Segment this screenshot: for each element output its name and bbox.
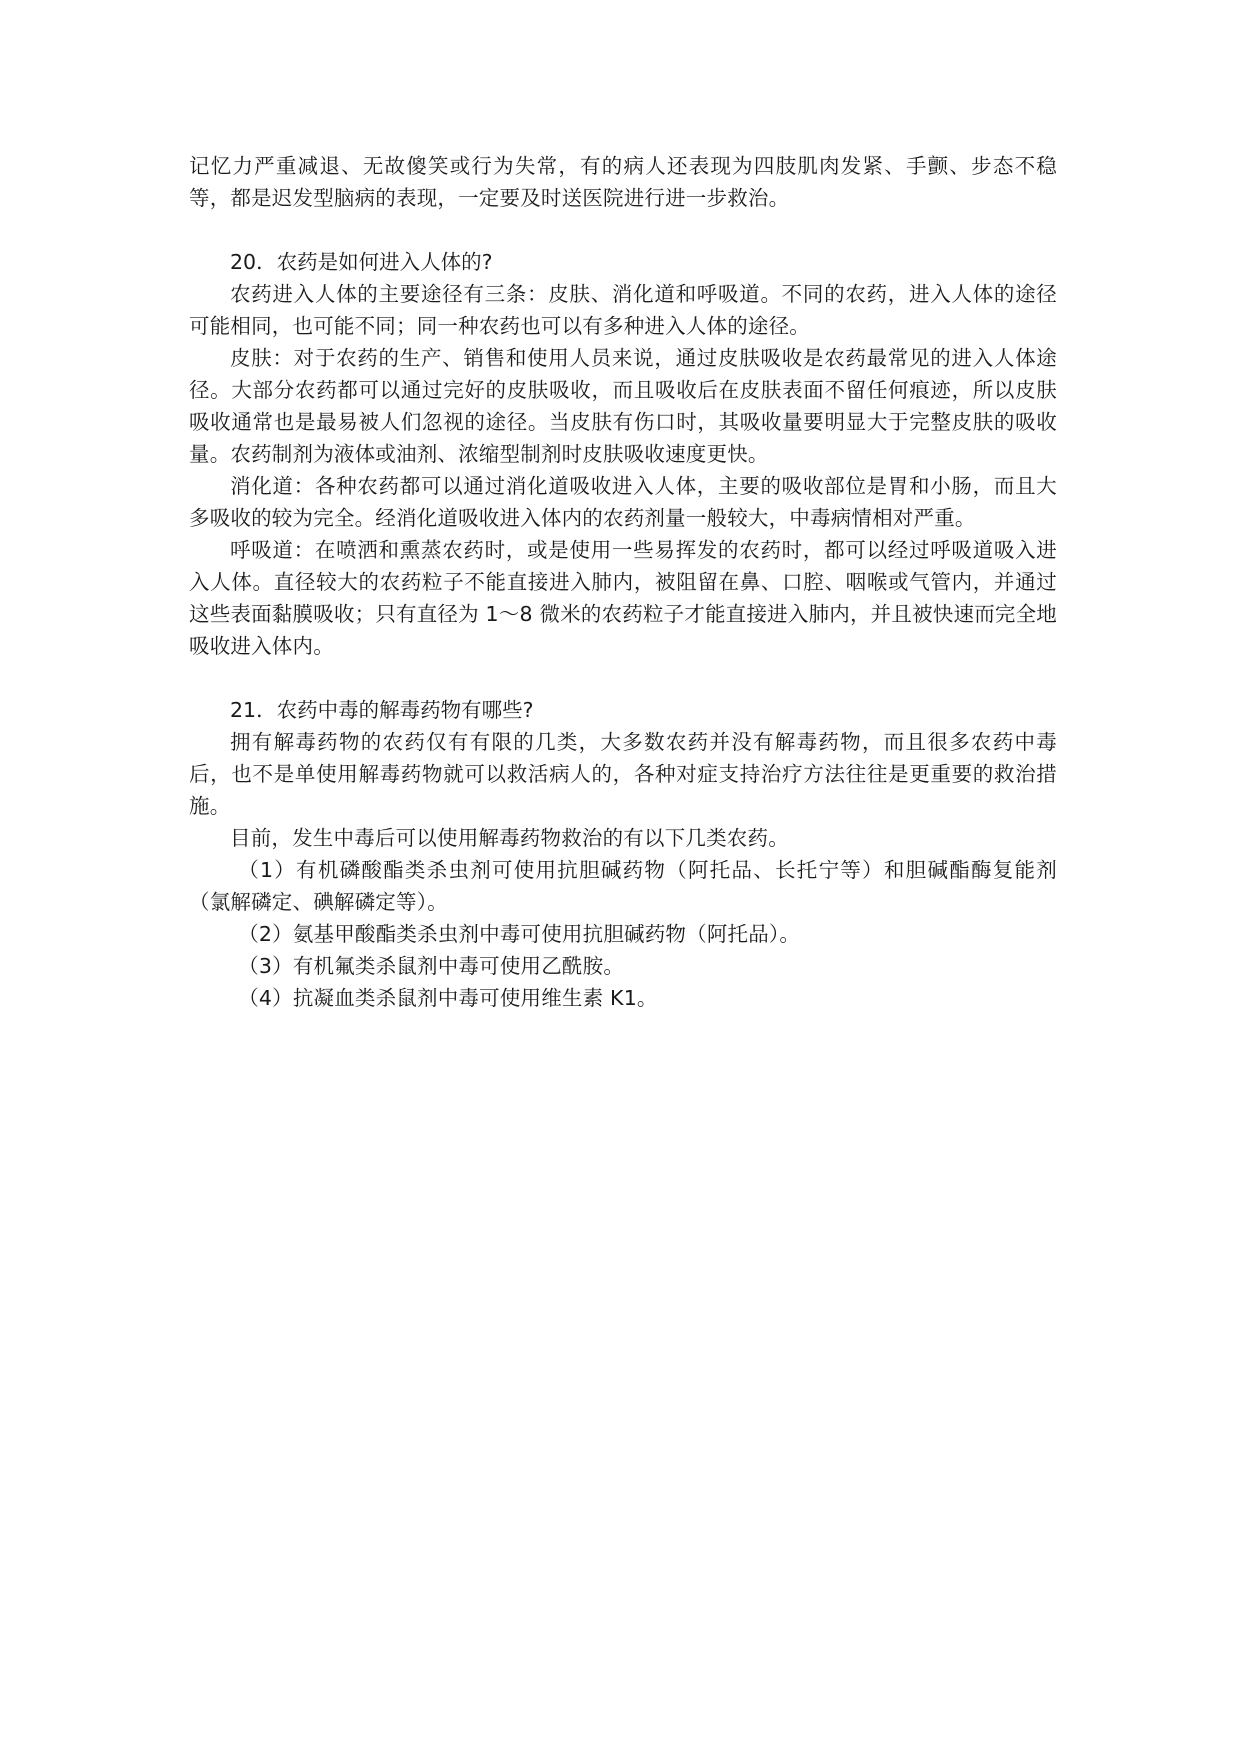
antidote-list-item: （1）有机磷酸酯类杀虫剂可使用抗胆碱药物（阿托品、长托宁等）和胆碱酯酶复能剂（氯解磷定、碘解磷定等）。 — [189, 858, 1057, 914]
document-page — [189, 150, 1057, 1014]
section-20-paragraph-respiratory: 呼吸道：在喷洒和熏蒸农药时，或是使用一些易挥发的农药时，都可以经过呼吸道吸入进入人体。直径较大的农药粒子不能直接进入肺内，被阻留在鼻、口腔、咽喉或气管内，并通过这些表面黏膜吸收；只有直径为 1～8 微米的农药粒子才能直接进入肺内，并且被快速而完全地吸收进入体内。 — [189, 538, 1057, 658]
antidote-list-item: （2）氨基甲酸酯类杀虫剂中毒可使用抗胆碱药物（阿托品）。 — [238, 922, 801, 946]
section-21-paragraph: 拥有解毒药物的农药仅有有限的几类，大多数农药并没有解毒药物，而且很多农药中毒后，也不是单使用解毒药物就可以救活病人的，各种对症支持治疗方法往往是更重要的救治措施。 — [189, 730, 1057, 818]
section-20-heading: 20．农药是如何进入人体的? — [230, 250, 493, 274]
section-20-paragraph-digestive: 消化道：各种农药都可以通过消化道吸收进入人体，主要的吸收部位是胃和小肠，而且大多吸收的较为完全。经消化道吸收进入体内的农药剂量一般较大，中毒病情相对严重。 — [189, 474, 1057, 530]
section-gap — [189, 214, 1057, 246]
section-gap — [189, 662, 1057, 694]
section-21-heading: 21．农药中毒的解毒药物有哪些? — [230, 698, 534, 722]
section-21-paragraph-intro: 目前，发生中毒后可以使用解毒药物救治的有以下几类农药。 — [230, 826, 789, 850]
section-20-paragraph: 农药进入人体的主要途径有三条：皮肤、消化道和呼吸道。不同的农药，进入人体的途径可能相同，也可能不同；同一种农药也可以有多种进入人体的途径。 — [189, 282, 1057, 338]
antidote-list-item: （3）有机氟类杀鼠剂中毒可使用乙酰胺。 — [238, 954, 625, 978]
continuation-paragraph: 记忆力严重减退、无故傻笑或行为失常，有的病人还表现为四肢肌肉发紧、手颤、步态不稳等，都是迟发型脑病的表现，一定要及时送医院进行进一步救治。 — [189, 154, 1057, 210]
section-20-paragraph-skin: 皮肤：对于农药的生产、销售和使用人员来说，通过皮肤吸收是农药最常见的进入人体途径。大部分农药都可以通过完好的皮肤吸收，而且吸收后在皮肤表面不留任何痕迹，所以皮肤吸收通常也是最易被人们忽视的途径。当皮肤有伤口时，其吸收量要明显大于完整皮肤的吸收量。农药制剂为液体或油剂、浓缩型制剂时皮肤吸收速度更快。 — [189, 346, 1057, 466]
antidote-list-item: （4）抗凝血类杀鼠剂中毒可使用维生素 K1。 — [238, 986, 658, 1010]
